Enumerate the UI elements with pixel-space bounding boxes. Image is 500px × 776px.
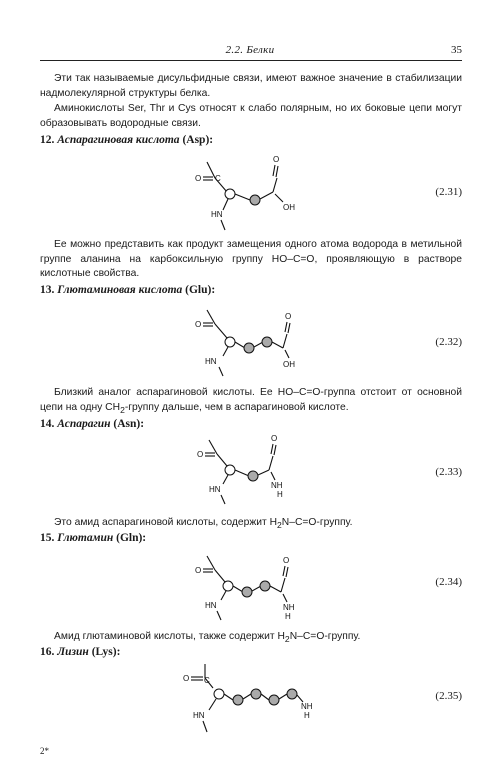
- alpha-carbon: [225, 465, 235, 475]
- equation-number: (2.33): [435, 466, 462, 478]
- atom-o: O: [195, 320, 202, 329]
- atom-n: NH: [271, 481, 283, 490]
- paragraph-glu: [40, 386, 462, 417]
- paragraph-disulfide: Эти так называемые дисульфидные связи, имеют важное значение в стабилизации надмолекулярной структуры белка.: [40, 73, 462, 99]
- heading-number: 14.: [40, 418, 55, 430]
- gamma-carbon: [251, 689, 261, 699]
- atom-o: O: [285, 312, 292, 321]
- equation-number: (2.34): [435, 576, 462, 588]
- atom-hn: HN: [205, 601, 217, 610]
- atom-n: NH: [283, 603, 295, 612]
- heading-asn: [40, 418, 144, 430]
- page-header: [40, 44, 462, 61]
- atom-oh: OH: [283, 203, 295, 212]
- heading-code: (Lys):: [91, 646, 121, 658]
- alpha-carbon: [225, 337, 235, 347]
- atom-o: O: [183, 674, 190, 683]
- structure-gln: [195, 548, 335, 628]
- heading-code: (Glu):: [185, 284, 216, 296]
- paragraph-asn: [40, 516, 462, 533]
- atom-h: H: [277, 490, 283, 499]
- heading-number: 13.: [40, 284, 55, 296]
- subscript: 2: [277, 520, 282, 531]
- atom-oh: OH: [283, 360, 295, 369]
- delta-carbon: [269, 695, 279, 705]
- atom-h: H: [304, 711, 310, 720]
- beta-carbon: [250, 195, 260, 205]
- atom-c: C: [204, 676, 210, 685]
- equation-number: (2.31): [435, 186, 462, 198]
- paragraph-polar: Аминокислоты Ser, Thr и Cys относят к слабо полярным, но их боковые цепи могут образовывать водородные связи.: [40, 103, 462, 129]
- heading-number: 15.: [40, 532, 55, 544]
- heading-number: 12.: [40, 134, 55, 146]
- atom-o: O: [271, 434, 278, 443]
- epsilon-carbon: [287, 689, 297, 699]
- atom-hn: HN: [211, 210, 223, 219]
- beta-carbon: [233, 695, 243, 705]
- atom-c: C: [215, 174, 221, 183]
- atom-n: NH: [301, 702, 313, 711]
- heading-name: Лизин: [57, 646, 89, 658]
- equation-number: (2.32): [435, 336, 462, 348]
- paragraph-gln: [40, 630, 462, 647]
- text-run: N–C=O-группу.: [289, 631, 361, 642]
- atom-o: O: [197, 450, 204, 459]
- equation-number: (2.35): [435, 690, 462, 702]
- gamma-carbon: [262, 337, 272, 347]
- heading-number: 16.: [40, 646, 55, 658]
- alpha-carbon: [223, 581, 233, 591]
- text-run: Амид глютаминовой кислоты, также содержит H: [54, 631, 285, 642]
- heading-name: Глютаминовая кислота: [57, 284, 183, 296]
- atom-o: O: [273, 155, 280, 164]
- text-run: -группу дальше, чем в аспарагиновой кислоте.: [124, 401, 349, 413]
- heading-code: (Asn):: [113, 418, 145, 430]
- atom-hn: HN: [209, 485, 221, 494]
- atom-hn: HN: [205, 357, 217, 366]
- heading-asp: [40, 134, 213, 146]
- gamma-carbon: [260, 581, 270, 591]
- beta-carbon: [248, 471, 258, 481]
- structure-glu: [195, 300, 335, 380]
- text-run: N–C=O-группу.: [281, 517, 353, 528]
- heading-gln: [40, 532, 146, 544]
- atom-o: O: [283, 556, 290, 565]
- heading-lys: [40, 646, 120, 658]
- heading-name: Аспарагин: [57, 418, 111, 430]
- heading-name: Аспарагиновая кислота: [57, 134, 180, 146]
- subscript: 2: [120, 404, 125, 415]
- heading-glu: [40, 284, 215, 296]
- structure-asn: [197, 432, 327, 512]
- text-run: Это амид аспарагиновой кислоты, содержит H: [54, 517, 278, 528]
- alpha-carbon: [214, 689, 224, 699]
- text-run: Близкий аналог аспарагиновой кислоты. Ее HO–C=O-группа отстоит от основной цепи на одну CH: [40, 387, 462, 413]
- paragraph-asp: Ее можно представить как продукт замещения одного атома водорода в метильной группе аланина на карбоксильную группу HO–C=O, проявляющую в растворе кислотные свойства.: [40, 239, 462, 280]
- signature-mark: 2*: [40, 746, 49, 756]
- beta-carbon: [242, 587, 252, 597]
- structure-lys: [183, 660, 333, 740]
- running-title: 2.2. Белки: [225, 44, 275, 56]
- page-number: 35: [451, 44, 462, 56]
- structure-asp: [195, 150, 325, 235]
- atom-o: O: [195, 566, 202, 575]
- heading-name: Глютамин: [57, 532, 114, 544]
- beta-carbon: [244, 343, 254, 353]
- atom-hn: HN: [193, 711, 205, 720]
- alpha-carbon: [225, 189, 235, 199]
- heading-code: (Gln):: [116, 532, 147, 544]
- atom-h: H: [285, 612, 291, 621]
- subscript: 2: [284, 634, 290, 645]
- atom-o: O: [195, 174, 202, 183]
- heading-code: (Asp):: [182, 134, 214, 146]
